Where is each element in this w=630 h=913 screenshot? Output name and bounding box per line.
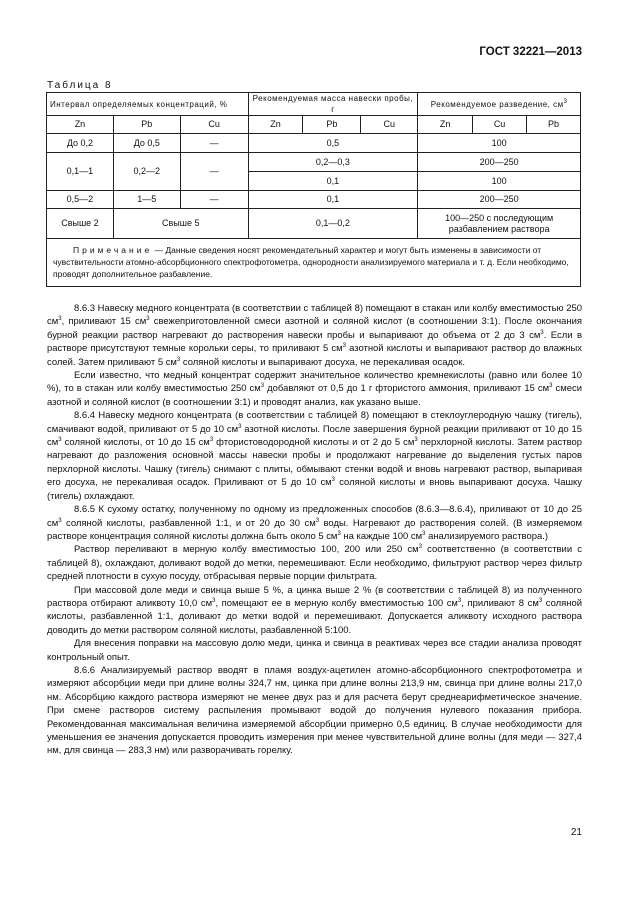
text-run: азотной кислоты и выпаривают раствор до влажных солей. Затем приливают 5 см [47, 343, 582, 368]
table-cell: — [180, 191, 248, 209]
text-run: , приливают 15 см [61, 316, 147, 328]
table-cell: 100 [418, 172, 581, 191]
superscript: 3 [146, 316, 150, 323]
paragraph [47, 409, 582, 503]
subheader-cell: Zn [418, 116, 473, 134]
table-cell: До 0,5 [113, 134, 180, 153]
text-run: Для внесения поправки на массовую долю меди, цинка и свинца в реактивах через все стадии анализа проводят контрольный опыт. [47, 638, 582, 663]
superscript: 3 [315, 517, 320, 524]
text-run: соляной кислоты и вновь выпаривают досуха. Чашку (тигель) охлаждают. [47, 477, 582, 502]
table-cell: 0,1 [248, 172, 418, 191]
subheader-cell: Pb [303, 116, 361, 134]
superscript: 3 [342, 343, 346, 350]
subheader-cell: Pb [113, 116, 180, 134]
text-run: воды. Нагревают до растворения солей. (В измеряемом растворе концентрация соляной кислоты должна быть около 5 см [47, 517, 582, 542]
text-run: 8.6.5 К сухому остатку, полученному по одному из предложенных способов (8.6.3—8.6.4), приливают от 10 до 25 см [47, 504, 582, 529]
superscript: 3 [260, 383, 265, 390]
superscript: 3 [238, 423, 242, 430]
body-text [47, 302, 582, 758]
paragraph [47, 664, 582, 758]
text-run: соляной кислоты, разбавленной 1:1, доливают до метки водой и перемешивают. Допускается аликвоту исходного раствора доводить до метки раствором соляной кислоты, разбавленной 5:100. [47, 597, 583, 636]
table-note [47, 239, 581, 287]
note-text: — Данные сведения носят рекомендательный характер и могут быть изменены в зависимости от чувствительности атомно-абсорбционного спектрофотометра, однородности анализируемого материала и т. д. Если необходимо, проводят дополнительное разбавление. [53, 245, 569, 279]
table-cell: 0,1—0,2 [248, 209, 418, 239]
superscript: 3 [176, 356, 181, 363]
table-row [47, 153, 581, 172]
text-run: , приливают 8 см [461, 597, 539, 609]
table-header-row [47, 93, 581, 116]
text-run: соляной кислоты, от 10 до 15 см [61, 437, 210, 449]
text-run: Раствор переливают в мерную колбу вместимостью 100, 200 или 250 см [74, 544, 419, 556]
table-cell: Свыше 2 [47, 209, 114, 239]
concentration-table [46, 92, 581, 287]
text-run: 8.6.3 Навеску медного концентрата (в соответствии с таблицей 8) помещают в стакан или колбу вместимостью 250 см [47, 303, 582, 328]
superscript: 3 [422, 530, 426, 537]
table-cell: 0,5—2 [47, 191, 114, 209]
table-row [47, 191, 581, 209]
table-cell: 100—250 с последующим разбавлением раствора [418, 209, 581, 239]
table-subheader-row [47, 116, 581, 134]
paragraph [47, 584, 582, 638]
text-run: фтористоводородной кислоты и от 2 до 5 см [213, 437, 415, 449]
header-dilution: Рекомендуемое разведение, $см^3$ [418, 93, 581, 116]
table-cell: 0,1—1 [47, 153, 114, 191]
text-run: свежеприготовленной смеси азотной и соляной кислот (в соотношении 3:1). После окончания бурной реакции раствор нагревают до растворения навески пробы и выпаривают до объема от 2 до 3 см [47, 316, 582, 341]
paragraph [47, 503, 582, 543]
paragraph [47, 369, 582, 409]
superscript: 3 [58, 316, 62, 323]
superscript: 3 [538, 597, 543, 604]
text-run: соответственно (в соответствии с таблицей 8), охлаждают, доливают водой до метки, перемешивают. Если необходимо, фильтруют раствор через фильтр средней плотности в сухую посуду, отбрасывая первые порции фильтрата. [47, 544, 582, 583]
table-cell: 100 [418, 134, 581, 153]
paragraph [47, 637, 582, 664]
subheader-cell: Cu [180, 116, 248, 134]
table-cell: — [180, 153, 248, 191]
header-mass: Рекомендуемая масса навески пробы, г [248, 93, 418, 116]
superscript: 3 [331, 477, 335, 484]
table-cell: 200—250 [418, 191, 581, 209]
text-run: смеси азотной и соляной кислот (в соотношении 3:1) и проводят анализ, как указано выше. [47, 383, 582, 408]
table-cell: — [180, 134, 248, 153]
subheader-cell: Cu [361, 116, 418, 134]
text-run: перхлорной кислоты. Затем раствор нагревают до разложения основной массы навески пробы и продолжают нагревание до выделения густых паров перхлорной кислоты. Чашку (тигель) снимают с плиты, обмывают стенки водой и вновь нагревают раствор, выпаривая его досуха, не перекаливая осадок. Приливают от 5 до 10 см [47, 437, 582, 489]
superscript: 3 [58, 517, 62, 524]
table-caption: Таблица 8 [47, 80, 113, 91]
paragraph [47, 543, 582, 583]
superscript: 3 [418, 544, 422, 551]
text-run: анализируемого раствора.) [425, 530, 548, 542]
page-number: 21 [570, 827, 582, 838]
superscript: 3 [540, 329, 544, 336]
table-cell: 0,2—2 [113, 153, 180, 191]
subheader-cell: Zn [248, 116, 303, 134]
table-cell: 200—250 [418, 153, 581, 172]
superscript: 3 [212, 597, 216, 604]
superscript: 3 [457, 597, 462, 604]
text-run: . Если в растворе присутствуют темные корольки серы, то приливают 5 см [47, 329, 582, 355]
text-run: на каждые 100 см [340, 530, 423, 542]
superscript: 3 [337, 530, 341, 537]
text-run: Если известно, что медный концентрат содержит значительное количество кремнекислоты (равно или более 10 %), то в стакан или колбу вместимостью 250 см [47, 370, 582, 395]
subheader-cell: Zn [47, 116, 114, 134]
table-note-row [47, 239, 581, 287]
superscript: 3 [549, 383, 553, 390]
table-cell: Свыше 5 [113, 209, 248, 239]
table-row [47, 134, 581, 153]
text-run: соляной кислоты и выпаривают досуха, не перекаливая осадок. [180, 356, 465, 368]
superscript: 3 [414, 437, 418, 444]
text-run: азотной кислоты. После завершения бурной реакции приливают от 10 до 15 см [47, 423, 582, 449]
header-interval: Интервал определяемых концентраций, % [47, 93, 249, 116]
superscript: 3 [58, 437, 62, 444]
note-label: Примечание [73, 245, 153, 255]
subheader-cell: Cu [473, 116, 527, 134]
text-run: 8.6.4 Навеску медного концентрата (в соответствии с таблицей 8) помещают в стеклоуглеродную чашку (тигель), смачивают водой, приливают от 5 до 10 см [47, 410, 582, 435]
paragraph [47, 302, 582, 369]
table-cell: 0,5 [248, 134, 418, 153]
subheader-cell: Pb [527, 116, 581, 134]
standard-header: ГОСТ 32221—2013 [479, 46, 582, 58]
table-cell: 1—5 [113, 191, 180, 209]
text-run: 8.6.6 Анализируемый раствор вводят в пламя воздух-ацетилен атомно-абсорбционного спектрофотометра и измеряют абсорбции меди при длине волны 324,7 нм, цинка при длине волны 213,9 нм, свинца при длине волны 217,0 нм. Абсорбцию каждого раствора измеряют не менее двух раз и для расчета берут среднеарифметическое значение. При смене растворов систему распыления промывают водой до получения нулевого показания прибора. Рекомендованная максимальная величина измеряемой абсорбции примерно 0,5 единиц. В случае необходимости для уменьшения ее значения допускается проводить измерения при менее чувствительной длине волны (для меди — 327,4 нм, для свинца — 283,3 нм) или разворачивать горелку. [47, 664, 582, 757]
text-run: , помещают ее в мерную колбу вместимостью 100 см [215, 597, 458, 609]
text-run: При массовой доле меди и свинца выше 5 %, а цинка выше 2 % (в соответствии с таблицей 8) из полученного раствора отбирают аликвоту 10,0 см [47, 584, 582, 609]
table-row [47, 209, 581, 239]
superscript: 3 [209, 437, 214, 444]
text-run: добавляют от 0,5 до 1 г фтористого аммония, приливают 15 см [264, 383, 550, 395]
table-cell: 0,2—0,3 [248, 153, 418, 172]
text-run: соляной кислоты, разбавленной 1:1, и от 20 до 30 см [61, 517, 316, 529]
table-cell: 0,1 [248, 191, 418, 209]
table-cell: До 0,2 [47, 134, 114, 153]
